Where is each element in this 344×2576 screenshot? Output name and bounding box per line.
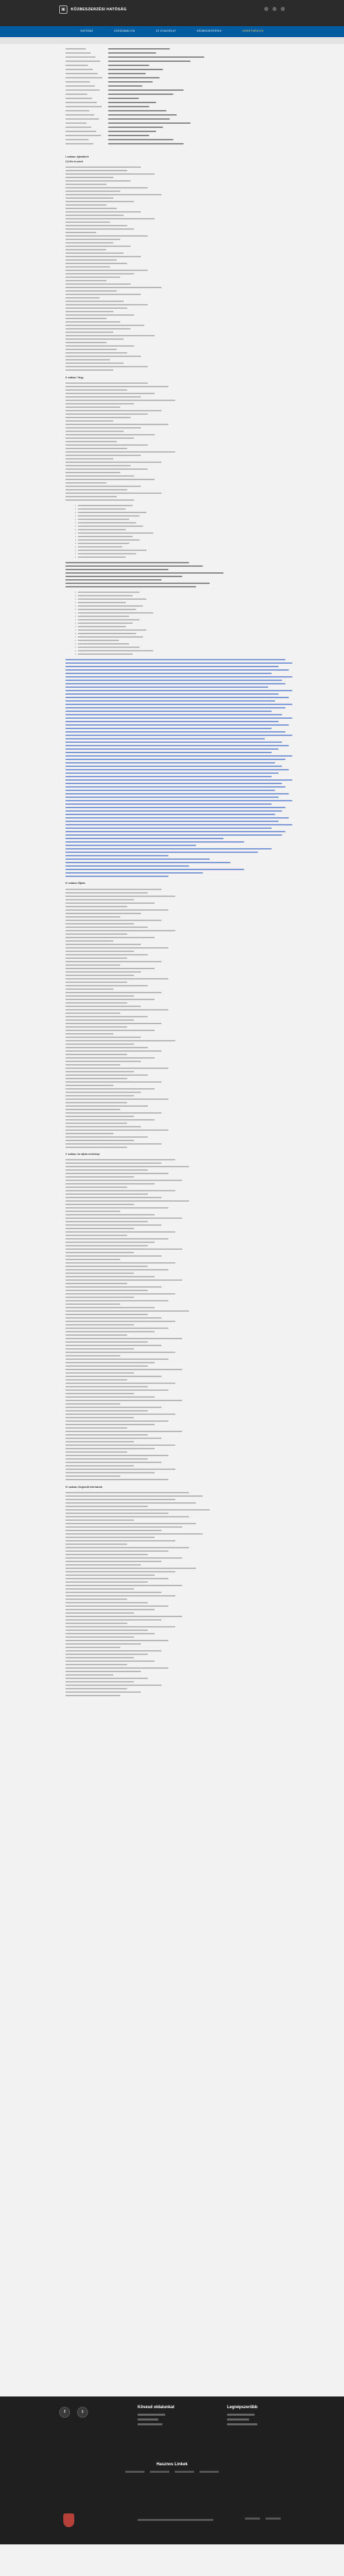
section-2-heading: II. szakasz: Tárgy	[65, 376, 84, 379]
bullet-list	[65, 504, 292, 559]
section-5-heading: V. szakasz: Az eljárás eredménye	[65, 1153, 100, 1156]
link-text-block[interactable]	[65, 658, 292, 878]
text-line	[65, 1694, 292, 1698]
section-5-text	[65, 1158, 292, 1482]
footer-sub-links	[0, 2471, 344, 2473]
footer-link[interactable]	[200, 2471, 219, 2473]
user-icon[interactable]	[272, 7, 277, 11]
section-2-text	[65, 381, 292, 501]
copyright-line	[138, 2519, 213, 2521]
footer-link[interactable]	[227, 2418, 249, 2421]
breadcrumb	[0, 37, 344, 44]
notice-body	[65, 151, 292, 1698]
nav-item-jogszabalyok[interactable]: JOGSZABÁLYOK	[114, 30, 136, 33]
search-icon[interactable]	[264, 7, 268, 11]
notice-content	[0, 44, 344, 2396]
footer-useful-links	[0, 2462, 344, 2468]
bullet-list-2	[65, 590, 292, 656]
footer-link[interactable]	[227, 2423, 257, 2425]
footer-link[interactable]	[245, 2518, 260, 2520]
text-line	[65, 874, 292, 878]
nav-item-hirdetmenyek[interactable]: HIRDETMÉNYEK	[242, 30, 264, 33]
footer-link[interactable]	[138, 2414, 165, 2416]
footer-link[interactable]	[125, 2471, 144, 2473]
footer-link[interactable]	[138, 2418, 158, 2421]
footer-center-title: Hasznos Linkek	[156, 2463, 188, 2467]
text-line	[75, 652, 292, 656]
section-4-text	[65, 887, 292, 1149]
text-line	[65, 585, 292, 588]
footer-link[interactable]	[266, 2518, 281, 2520]
footer-col-title: Kövesd oldalunkat	[138, 2405, 175, 2410]
notice-metadata	[65, 47, 275, 146]
section-6-heading: VI. szakasz: Kiegészítő információk	[65, 1485, 103, 1489]
twitter-icon[interactable]: t	[77, 2407, 88, 2418]
footer-crest	[63, 2513, 74, 2527]
language-icon[interactable]	[281, 7, 285, 11]
footer-col-title: Legnépszerűbb	[227, 2405, 258, 2410]
social-links	[59, 2407, 88, 2418]
section-4-heading: IV. szakasz: Eljárás	[65, 882, 85, 885]
footer-link[interactable]	[175, 2471, 194, 2473]
text-line	[75, 555, 292, 559]
metadata-row	[65, 142, 275, 146]
footer-col-follow	[138, 2405, 174, 2428]
site-logo[interactable]	[59, 6, 127, 14]
logo-icon: ▣	[59, 6, 67, 14]
section-6-text	[65, 1491, 292, 1698]
header-tools	[264, 7, 285, 11]
site-header	[0, 0, 344, 26]
footer-col-popular	[227, 2405, 257, 2428]
main-navigation	[0, 26, 344, 37]
section-1-text	[65, 166, 292, 372]
nav-item-jo-gyakorlat[interactable]: JÓ GYAKORLAT	[155, 30, 176, 33]
text-line	[65, 369, 292, 372]
section-1-1: I.1) Név és címek	[65, 160, 83, 163]
site-name: KÖZBESZERZÉSI HATÓSÁG	[71, 7, 127, 12]
footer-link[interactable]	[138, 2423, 162, 2425]
coat-of-arms-icon	[63, 2513, 74, 2527]
section-1-heading: I. szakasz: Ajánlatkérő	[65, 155, 89, 158]
facebook-icon[interactable]: f	[59, 2407, 70, 2418]
text-line	[65, 1145, 292, 1149]
footer-link[interactable]	[227, 2414, 255, 2416]
nav-item-kozbeszerzesek[interactable]: KÖZBESZERZÉSEK	[196, 30, 222, 33]
footer-legal-links	[245, 2518, 281, 2520]
text-line	[65, 498, 292, 501]
site-footer	[0, 2396, 344, 2544]
section-2-continued	[65, 561, 292, 588]
nav-item-hatosag[interactable]: HATÓSÁG	[80, 30, 94, 33]
footer-link[interactable]	[150, 2471, 169, 2473]
text-line	[65, 1478, 292, 1482]
